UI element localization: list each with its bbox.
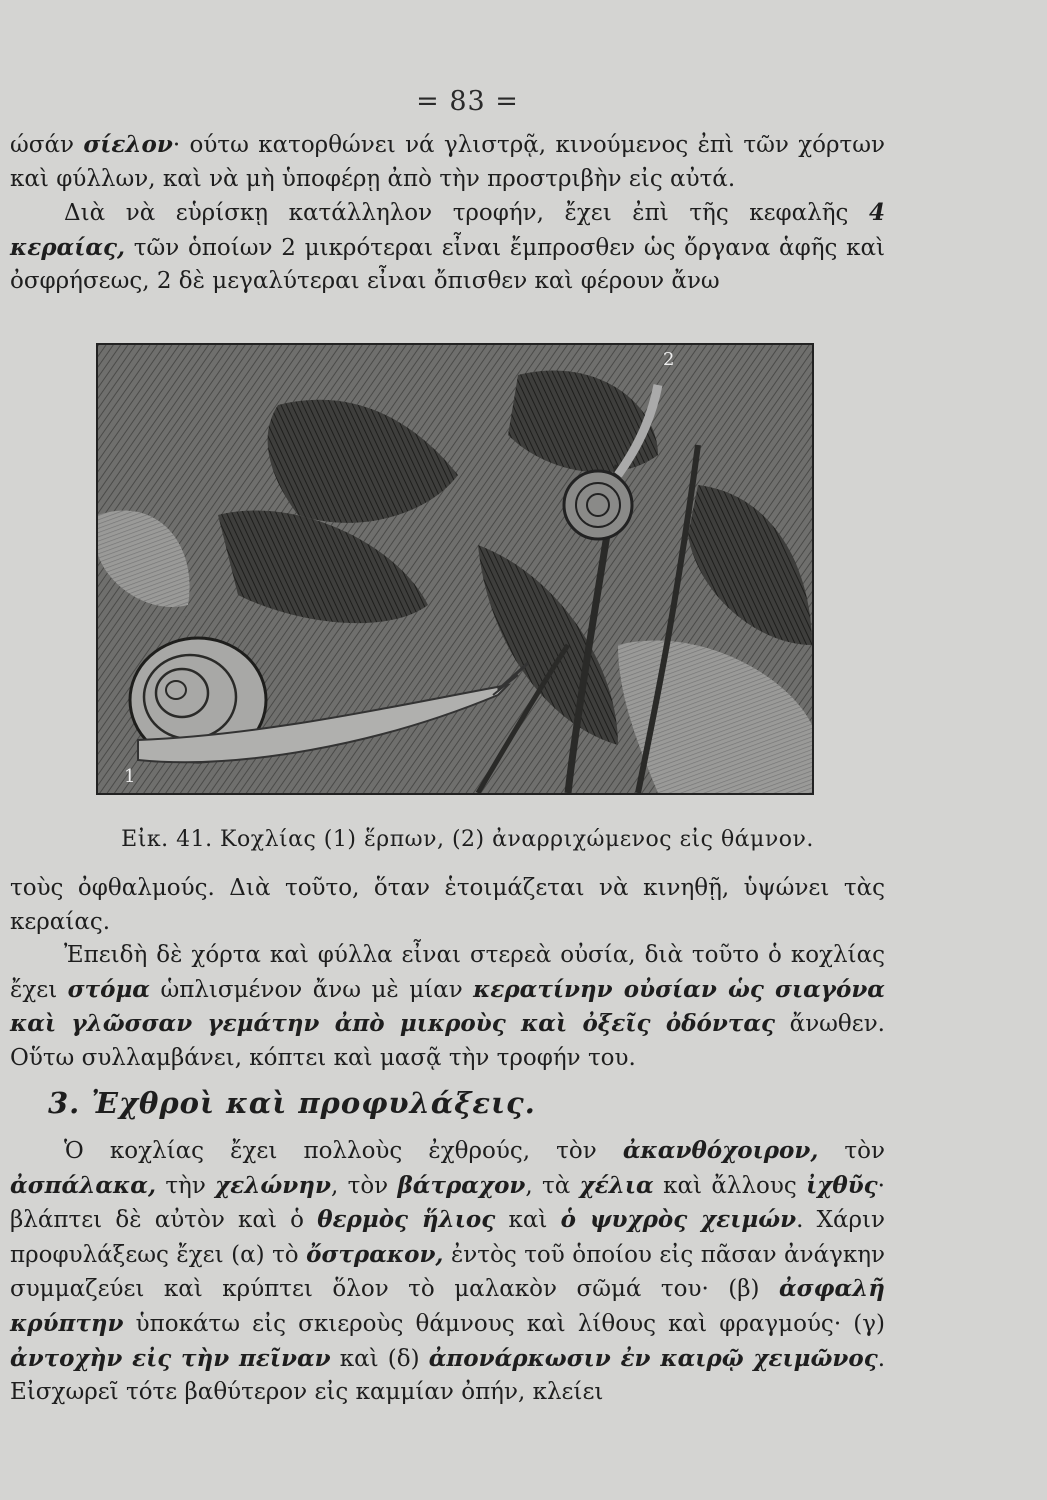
term-keratinin: κερατίνην οὐσίαν ὡς σιαγόνα καὶ γλῶσσαν γεμάτην ἀπὸ μικροὺς καὶ ὀξεῖς ὀδόντας [10,975,885,1038]
term-keraias: 4 κεραίας, [10,199,885,261]
paragraph-3: τοὺς ὀφθαλμούς. Διὰ τοῦτο, ὅταν ἑτοιμάζεται νὰ κινηθῇ, ὑψώνει τὰς κεραίας. [10,875,885,935]
paragraph-4: Ἐπειδὴ δὲ χόρτα καὶ φύλλα εἶναι στερεὰ οὐσία, διὰ τοῦτο ὁ κοχλίας ἔχει στόμα ὡπλισμένον ἄνω μὲ μίαν κερατίνην οὐσίαν ὡς σιαγόνα καὶ γλῶσσαν γεμάτην ἀπὸ μικροὺς καὶ ὀξεῖς ὀδόντας ἄνωθεν. Οὕτω συλλαμβάνει, κόπτει καὶ μασᾷ τὴν τροφήν του. [10,942,885,1071]
term-stoma: στόμα [67,975,150,1003]
figure-label-2: 2 [663,349,675,370]
snail-shell-climbing [564,471,632,539]
paragraph-2: Διὰ νὰ εὑρίσκῃ κατάλληλον τροφήν, ἔχει ἐπὶ τῆς κεφαλῆς 4 κεραίας, τῶν ὁποίων 2 μικρότεραι εἶναι ἔμπροσθεν ὡς ὄργανα ἁφῆς καὶ ὀσφρήσεως, 2 δὲ μεγαλύτεραι εἶναι ὄπισθεν καὶ φέρουν ἄνω [10,199,885,295]
paragraph-top [10,128,885,299]
page-number: = 83 = [416,86,519,117]
paragraph-middle [10,872,885,1076]
paragraph-1: ώσάν σίελον· ούτω κατορθώνει νά γλιστρᾷ, κινούμενος ἐπὶ τῶν χόρτων καὶ φύλλων, καὶ νὰ μὴ ὑποφέρῃ ἀπὸ τὴν προστριβὴν εἰς αὐτά. [10,131,886,192]
figure-caption: Εἰκ. 41. Κοχλίας (1) ἕρπων, (2) ἀναρριχώμενος εἰς θάμνον. [121,827,814,852]
paragraph-5: Ὁ κοχλίας ἔχει πολλοὺς ἐχθρούς, τὸν ἀκανθόχοιρον, τὸν ἀσπάλακα, τὴν χελώνην, τὸν βάτραχον, τὰ χέλια καὶ ἄλλους ἰχθῦς· βλάπτει δὲ αὐτὸν καὶ ὁ θερμὸς ἥλιος καὶ ὁ ψυχρὸς χειμών. Χάριν προφυλάξεως ἔχει (α) τὸ ὄστρακον, ἐντὸς τοῦ ὁποίου εἰς πᾶσαν ἀνάγκην συμμαζεύει καὶ κρύπτει ὅλον τὸ μαλακὸν σῶμά του· (β) ἀσφαλῆ κρύπτην ὑποκάτω εἰς σκιεροὺς θάμνους καὶ λίθους καὶ φραγμούς· (γ) ἀντοχὴν εἰς τὴν πεῖναν καὶ (δ) ἀπονάρκωσιν ἐν καιρῷ χειμῶνος. Εἰσχωρεῖ τότε βαθύτερον εἰς καμμίαν ὀπήν, κλείει [10,1137,886,1406]
paragraph-bottom [10,1134,885,1410]
section-heading: 3. Ἐχθροὶ καὶ προφυλάξεις. [48,1086,536,1120]
term-sielon: σίελον [83,131,173,158]
snail-engraving-image [98,345,812,793]
figure-snail-illustration [96,343,814,795]
figure-label-1: 1 [124,766,136,787]
